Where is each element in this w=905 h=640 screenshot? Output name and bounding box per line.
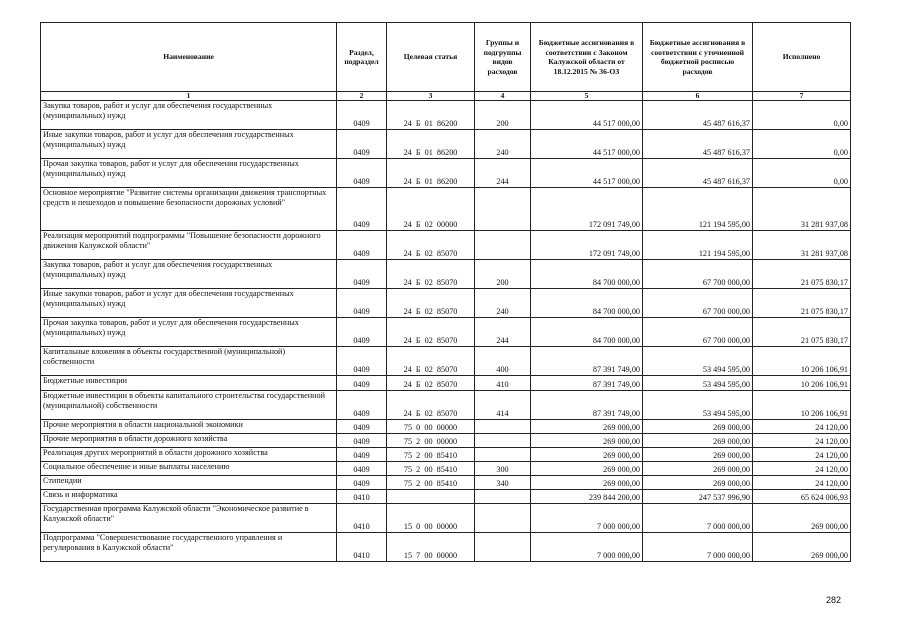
row-section: 0409 <box>337 376 387 391</box>
table-row <box>41 490 851 504</box>
row-refined: 121 194 595,00 <box>643 188 753 231</box>
row-section: 0409 <box>337 260 387 289</box>
row-refined: 53 494 595,00 <box>643 376 753 391</box>
row-target: 24 Б 02 85070 <box>387 231 475 260</box>
header-refined: Бюджетные ассигнования в соответствии с уточненной бюджетной росписью расходов <box>643 23 753 92</box>
row-refined: 45 487 616,37 <box>643 159 753 188</box>
row-executed: 10 206 106,91 <box>753 347 851 376</box>
row-target: 24 Б 02 85070 <box>387 376 475 391</box>
row-target: 24 Б 02 85070 <box>387 318 475 347</box>
row-target: 75 2 00 85410 <box>387 462 475 476</box>
row-executed: 31 281 937,08 <box>753 188 851 231</box>
row-law: 84 700 000,00 <box>531 289 643 318</box>
row-executed: 31 281 937,08 <box>753 231 851 260</box>
row-law: 84 700 000,00 <box>531 318 643 347</box>
row-law: 269 000,00 <box>531 448 643 462</box>
row-group <box>475 490 531 504</box>
row-refined: 67 700 000,00 <box>643 260 753 289</box>
row-refined: 269 000,00 <box>643 462 753 476</box>
row-section: 0409 <box>337 476 387 490</box>
column-number: 4 <box>475 92 531 101</box>
row-section: 0410 <box>337 504 387 533</box>
row-section: 0409 <box>337 130 387 159</box>
row-name: Прочая закупка товаров, работ и услуг для обеспечения государственных (муниципальных) нужд <box>41 159 337 188</box>
row-group: 240 <box>475 289 531 318</box>
row-target: 75 2 00 85410 <box>387 448 475 462</box>
table-row <box>41 130 851 159</box>
row-refined: 269 000,00 <box>643 476 753 490</box>
row-law: 7 000 000,00 <box>531 533 643 562</box>
row-executed: 21 075 830,17 <box>753 260 851 289</box>
row-law: 269 000,00 <box>531 476 643 490</box>
row-refined: 247 537 996,90 <box>643 490 753 504</box>
row-name: Капитальные вложения в объекты государственной (муниципальной) собственности <box>41 347 337 376</box>
row-section: 0409 <box>337 188 387 231</box>
row-section: 0410 <box>337 533 387 562</box>
table-row <box>41 434 851 448</box>
table-row <box>41 476 851 490</box>
table-row <box>41 188 851 231</box>
table-row <box>41 159 851 188</box>
row-refined: 269 000,00 <box>643 434 753 448</box>
row-executed: 269 000,00 <box>753 533 851 562</box>
row-target: 24 Б 02 85070 <box>387 289 475 318</box>
table-row <box>41 391 851 420</box>
row-executed: 0,00 <box>753 101 851 130</box>
row-name: Бюджетные инвестиции в объекты капитального строительства государственной (муниципальной) собственности <box>41 391 337 420</box>
row-target: 24 Б 01 86200 <box>387 130 475 159</box>
row-section: 0410 <box>337 490 387 504</box>
row-refined: 7 000 000,00 <box>643 504 753 533</box>
row-name: Прочая закупка товаров, работ и услуг для обеспечения государственных (муниципальных) нужд <box>41 318 337 347</box>
row-name: Прочие мероприятия в области дорожного хозяйства <box>41 434 337 448</box>
row-target: 75 2 00 85410 <box>387 476 475 490</box>
row-target <box>387 490 475 504</box>
column-number: 6 <box>643 92 753 101</box>
row-law: 269 000,00 <box>531 434 643 448</box>
row-name: Стипендии <box>41 476 337 490</box>
row-name: Реализация мероприятий подпрограммы "Повышение безопасности дорожного движения Калужской области" <box>41 231 337 260</box>
row-executed: 24 120,00 <box>753 420 851 434</box>
row-target: 75 2 00 00000 <box>387 434 475 448</box>
row-target: 75 0 00 00000 <box>387 420 475 434</box>
table-row <box>41 504 851 533</box>
row-section: 0409 <box>337 289 387 318</box>
row-target: 24 Б 01 86200 <box>387 159 475 188</box>
row-group: 200 <box>475 101 531 130</box>
row-group: 414 <box>475 391 531 420</box>
column-number: 7 <box>753 92 851 101</box>
row-name: Иные закупки товаров, работ и услуг для обеспечения государственных (муниципальных) нужд <box>41 289 337 318</box>
table-row <box>41 376 851 391</box>
row-executed: 10 206 106,91 <box>753 391 851 420</box>
row-law: 7 000 000,00 <box>531 504 643 533</box>
row-group: 340 <box>475 476 531 490</box>
row-law: 172 091 749,00 <box>531 188 643 231</box>
row-group: 244 <box>475 318 531 347</box>
table-row <box>41 231 851 260</box>
row-law: 87 391 749,00 <box>531 376 643 391</box>
row-section: 0409 <box>337 159 387 188</box>
row-group: 200 <box>475 260 531 289</box>
row-executed: 24 120,00 <box>753 476 851 490</box>
row-section: 0409 <box>337 347 387 376</box>
column-number: 2 <box>337 92 387 101</box>
table-row <box>41 420 851 434</box>
row-law: 269 000,00 <box>531 462 643 476</box>
row-law: 172 091 749,00 <box>531 231 643 260</box>
row-name: Связь и информатика <box>41 490 337 504</box>
row-law: 44 517 000,00 <box>531 159 643 188</box>
row-group <box>475 231 531 260</box>
row-group <box>475 504 531 533</box>
table-row <box>41 533 851 562</box>
row-refined: 67 700 000,00 <box>643 318 753 347</box>
column-number-row <box>41 92 851 101</box>
row-target: 15 7 00 00000 <box>387 533 475 562</box>
row-name: Иные закупки товаров, работ и услуг для обеспечения государственных (муниципальных) нужд <box>41 130 337 159</box>
table-row <box>41 318 851 347</box>
row-section: 0409 <box>337 462 387 476</box>
row-section: 0409 <box>337 420 387 434</box>
row-group <box>475 434 531 448</box>
row-group: 300 <box>475 462 531 476</box>
row-executed: 21 075 830,17 <box>753 289 851 318</box>
row-group <box>475 448 531 462</box>
row-executed: 24 120,00 <box>753 462 851 476</box>
row-group: 400 <box>475 347 531 376</box>
row-executed: 0,00 <box>753 130 851 159</box>
table-row <box>41 448 851 462</box>
row-refined: 121 194 595,00 <box>643 231 753 260</box>
row-name: Закупка товаров, работ и услуг для обеспечения государственных (муниципальных) нужд <box>41 260 337 289</box>
row-executed: 65 624 006,93 <box>753 490 851 504</box>
row-name: Прочие мероприятия в области национальной экономики <box>41 420 337 434</box>
table-row <box>41 347 851 376</box>
row-law: 269 000,00 <box>531 420 643 434</box>
row-refined: 53 494 595,00 <box>643 391 753 420</box>
row-executed: 24 120,00 <box>753 434 851 448</box>
row-group <box>475 188 531 231</box>
row-refined: 7 000 000,00 <box>643 533 753 562</box>
row-group <box>475 420 531 434</box>
row-target: 24 Б 02 85070 <box>387 260 475 289</box>
row-refined: 45 487 616,37 <box>643 101 753 130</box>
row-law: 44 517 000,00 <box>531 101 643 130</box>
row-refined: 269 000,00 <box>643 420 753 434</box>
row-name: Бюджетные инвестиции <box>41 376 337 391</box>
row-group: 240 <box>475 130 531 159</box>
header-name: Наименование <box>41 23 337 92</box>
row-name: Закупка товаров, работ и услуг для обеспечения государственных (муниципальных) нужд <box>41 101 337 130</box>
row-section: 0409 <box>337 318 387 347</box>
row-target: 24 Б 02 85070 <box>387 391 475 420</box>
row-law: 44 517 000,00 <box>531 130 643 159</box>
column-number: 1 <box>41 92 337 101</box>
row-refined: 53 494 595,00 <box>643 347 753 376</box>
row-section: 0409 <box>337 434 387 448</box>
row-refined: 45 487 616,37 <box>643 130 753 159</box>
row-target: 24 Б 02 85070 <box>387 347 475 376</box>
row-executed: 10 206 106,91 <box>753 376 851 391</box>
row-target: 24 Б 01 86200 <box>387 101 475 130</box>
header-law: Бюджетные ассигнования в соответствии с Законом Калужской области от 18.12.2015 № 36-ОЗ <box>531 23 643 92</box>
row-name: Социальное обеспечение и иные выплаты населению <box>41 462 337 476</box>
table-row <box>41 462 851 476</box>
header-section: Раздел, подраздел <box>337 23 387 92</box>
row-name: Подпрограмма "Совершенствование государственного управления и регулирования в Калужской области" <box>41 533 337 562</box>
table-row <box>41 260 851 289</box>
row-executed: 0,00 <box>753 159 851 188</box>
row-section: 0409 <box>337 391 387 420</box>
header-target: Целевая статья <box>387 23 475 92</box>
row-law: 87 391 749,00 <box>531 391 643 420</box>
row-executed: 21 075 830,17 <box>753 318 851 347</box>
row-target: 24 Б 02 00000 <box>387 188 475 231</box>
row-name: Государственная программа Калужской области "Экономическое развитие в Калужской области" <box>41 504 337 533</box>
row-group <box>475 533 531 562</box>
page-number: 282 <box>826 595 842 605</box>
row-section: 0409 <box>337 231 387 260</box>
header-groups: Группы и подгруппы видов расходов <box>475 23 531 92</box>
row-refined: 269 000,00 <box>643 448 753 462</box>
row-law: 84 700 000,00 <box>531 260 643 289</box>
column-number: 5 <box>531 92 643 101</box>
row-executed: 269 000,00 <box>753 504 851 533</box>
row-section: 0409 <box>337 101 387 130</box>
table-row <box>41 101 851 130</box>
row-group: 244 <box>475 159 531 188</box>
row-name: Реализация других мероприятий в области дорожного хозяйства <box>41 448 337 462</box>
table-row <box>41 289 851 318</box>
row-name: Основное мероприятие "Развитие системы организации движения транспортных средств и пешеходов и повышение безопасности дорожных условий" <box>41 188 337 231</box>
row-law: 239 844 200,00 <box>531 490 643 504</box>
row-section: 0409 <box>337 448 387 462</box>
row-target: 15 0 00 00000 <box>387 504 475 533</box>
row-executed: 24 120,00 <box>753 448 851 462</box>
header-executed: Исполнено <box>753 23 851 92</box>
row-group: 410 <box>475 376 531 391</box>
row-law: 87 391 749,00 <box>531 347 643 376</box>
budget-table <box>40 22 851 562</box>
header-row <box>41 23 851 92</box>
row-refined: 67 700 000,00 <box>643 289 753 318</box>
column-number: 3 <box>387 92 475 101</box>
